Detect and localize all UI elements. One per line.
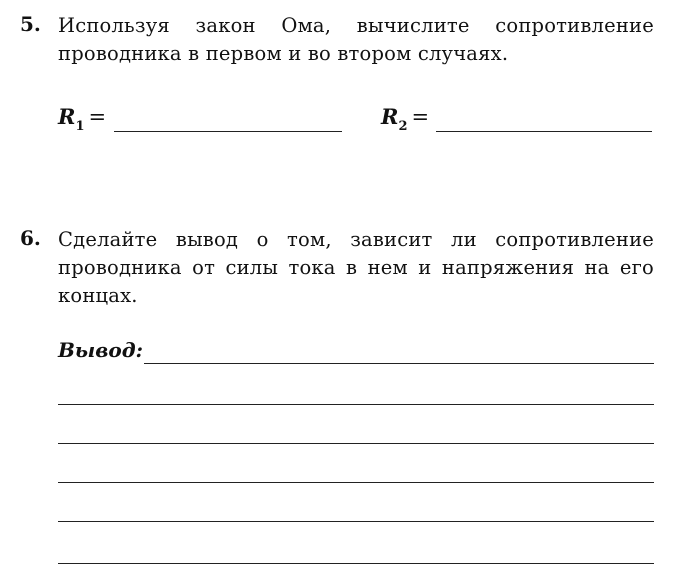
- r1-formula: [58, 104, 107, 134]
- task-5-number: 5.: [20, 12, 41, 36]
- conclusion-line[interactable]: [58, 404, 654, 405]
- conclusion-line[interactable]: [58, 443, 654, 444]
- task-6-number: 6.: [20, 226, 41, 250]
- r2-answer-blank[interactable]: [436, 131, 652, 132]
- conclusion-line[interactable]: [144, 363, 654, 364]
- task-6-text: Сделайте вывод о том, зависит ли сопротивление проводника от силы тока в нем и напряжения на его концах.: [58, 228, 654, 307]
- r2-symbol: R: [381, 104, 399, 129]
- conclusion-line[interactable]: [58, 521, 654, 522]
- r1-subscript: 1: [75, 119, 85, 134]
- r2-formula: [381, 104, 430, 134]
- r1-answer-blank[interactable]: [114, 131, 342, 132]
- r1-symbol: R: [58, 104, 76, 129]
- conclusion-line[interactable]: [58, 563, 654, 564]
- conclusion-label: Вывод:: [58, 338, 144, 362]
- r1-equals: =: [88, 105, 107, 129]
- r2-subscript: 2: [398, 119, 408, 134]
- task-5-text: Используя закон Ома, вычислите сопротивление проводника в первом и во втором случаях.: [58, 14, 654, 65]
- r2-equals: =: [411, 105, 430, 129]
- resistance-answer-row: [14, 104, 654, 138]
- conclusion-line[interactable]: [58, 482, 654, 483]
